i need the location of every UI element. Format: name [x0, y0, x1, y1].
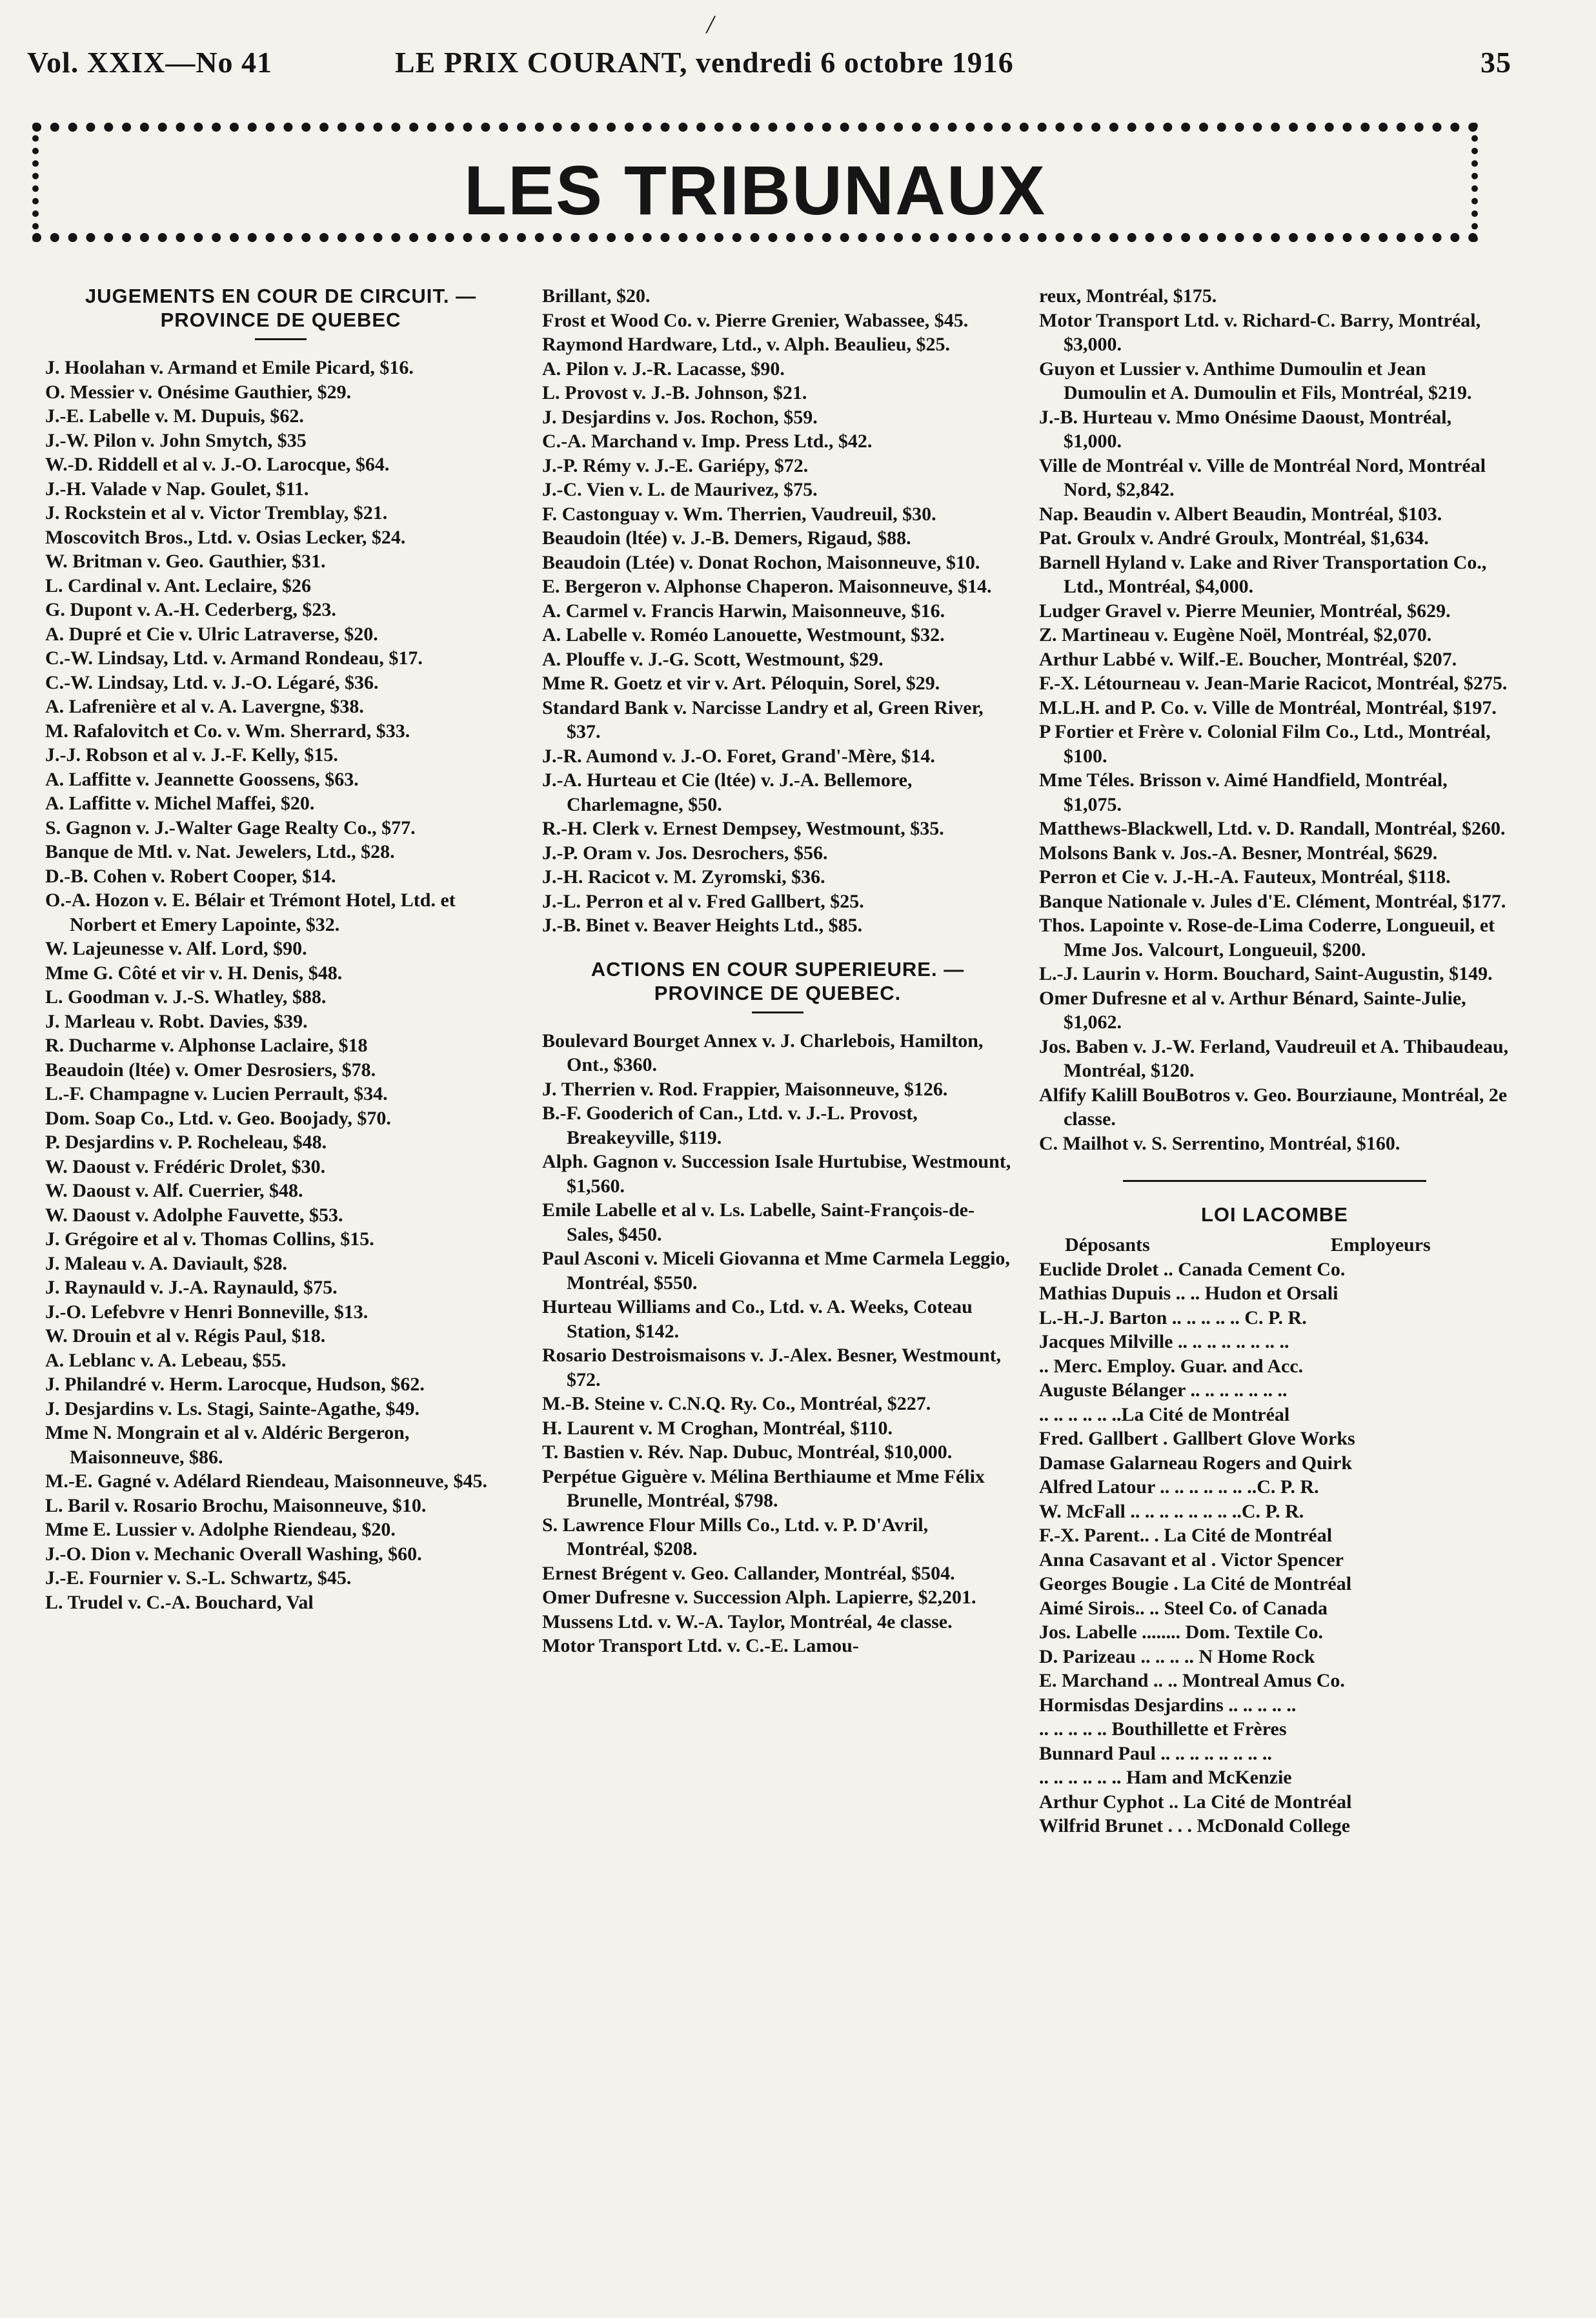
list-item: Perpétue Giguère v. Mélina Berthiaume et Mme Félix Brunelle, Montréal, $798.	[542, 1465, 985, 1511]
list-item: Damase Galarneau Rogers and Quirk	[1039, 1452, 1353, 1474]
list-item: J. Hoolahan v. Armand et Emile Picard, $16.	[45, 357, 414, 378]
list-item: Banque Nationale v. Jules d'E. Clément, Montréal, $177.	[1039, 890, 1506, 912]
judgment-list	[45, 356, 516, 1614]
list-item: W. McFall .. .. .. .. .. .. .. ..C. P. R.	[1039, 1500, 1304, 1522]
list-item: Auguste Bélanger .. .. .. .. .. .. ..	[1039, 1379, 1288, 1401]
list-item: O. Messier v. Onésime Gauthier, $29.	[45, 381, 352, 403]
list-item: Perron et Cie v. J.-H.-A. Fauteux, Montréal, $118.	[1039, 866, 1451, 888]
judgment-list-continued	[542, 284, 1013, 938]
list-item: Standard Bank v. Narcisse Landry et al, Green River, $37.	[542, 696, 984, 742]
list-item: L. Goodman v. J.-S. Whatley, $88.	[45, 986, 327, 1008]
list-item: J. Marleau v. Robt. Davies, $39.	[45, 1010, 308, 1032]
list-item: Mme R. Goetz et vir v. Art. Péloquin, Sorel, $29.	[542, 673, 940, 694]
list-item: Dom. Soap Co., Ltd. v. Geo. Boojady, $70.	[45, 1107, 391, 1129]
list-item: Mathias Dupuis .. .. Hudon et Orsali	[1039, 1283, 1338, 1304]
list-item: Alph. Gagnon v. Succession Isale Hurtubise, Westmount, $1,560.	[542, 1151, 1011, 1197]
volume-number: Vol. XXIX—No 41	[27, 46, 273, 79]
list-item: Ville de Montréal v. Ville de Montréal Nord, Montréal Nord, $2,842.	[1039, 454, 1486, 500]
list-item: L.-H.-J. Barton .. .. .. .. .. C. P. R.	[1039, 1306, 1307, 1328]
list-item: Raymond Hardware, Ltd., v. Alph. Beaulieu, $25.	[542, 334, 951, 355]
list-item: A. Plouffe v. J.-G. Scott, Westmount, $29.	[542, 648, 884, 670]
list-item: A. Dupré et Cie v. Ulric Latraverse, $20.	[45, 623, 378, 645]
list-item: Alfify Kalill BouBotros v. Geo. Bourziaune, Montréal, 2e classe.	[1039, 1084, 1508, 1130]
list-item: Rosario Destroismaisons v. J.-Alex. Besner, Westmount, $72.	[542, 1345, 1002, 1390]
list-item: Boulevard Bourget Annex v. J. Charlebois, Hamilton, Ont., $360.	[542, 1030, 984, 1075]
list-item: Frost et Wood Co. v. Pierre Grenier, Wabassee, $45.	[542, 309, 969, 331]
list-item: M.-E. Gagné v. Adélard Riendeau, Maisonneuve, $45.	[45, 1470, 488, 1492]
list-item: Arthur Cyphot .. La Cité de Montréal	[1039, 1791, 1352, 1813]
action-list	[542, 1029, 1013, 1658]
column-3	[1039, 284, 1510, 1838]
divider-rule	[752, 1012, 803, 1013]
list-item: Thos. Lapointe v. Rose-de-Lima Coderre, Longueuil, et Mme Jos. Valcourt, Longueuil, $200.	[1039, 915, 1495, 961]
list-item: Matthews-Blackwell, Ltd. v. D. Randall, Montréal, $260.	[1039, 818, 1506, 839]
list-item: Bunnard Paul .. .. .. .. .. .. .. ..	[1039, 1742, 1272, 1764]
list-item: J.-C. Vien v. L. de Maurivez, $75.	[542, 479, 818, 500]
list-item: Omer Dufresne v. Succession Alph. Lapierre, $2,201.	[542, 1587, 976, 1608]
list-item: Hurteau Williams and Co., Ltd. v. A. Weeks, Coteau Station, $142.	[542, 1296, 973, 1342]
list-item: Georges Bougie . La Cité de Montréal	[1039, 1573, 1352, 1594]
list-item: F. Castonguay v. Wm. Therrien, Vaudreuil, $30.	[542, 503, 936, 525]
list-item: Beaudoin (ltée) v. Omer Desrosiers, $78.	[45, 1059, 376, 1081]
list-item: Barnell Hyland v. Lake and River Transportation Co., Ltd., Montréal, $4,000.	[1039, 551, 1487, 597]
ink-mark: /	[707, 10, 714, 39]
list-item: J. Raynauld v. J.-A. Raynauld, $75.	[45, 1277, 338, 1298]
list-item: A. Laffitte v. Jeannette Goossens, $63.	[45, 768, 359, 790]
list-item: J.-P. Oram v. Jos. Desrochers, $56.	[542, 842, 828, 864]
list-item: R. Ducharme v. Alphonse Laclaire, $18	[45, 1035, 368, 1056]
list-item: D. Parizeau .. .. .. .. N Home Rock	[1039, 1645, 1315, 1667]
list-item: R.-H. Clerk v. Ernest Dempsey, Westmount, $35.	[542, 818, 944, 839]
list-item: W.-D. Riddell et al v. J.-O. Larocque, $64.	[45, 454, 390, 475]
list-item: Motor Transport Ltd. v. C.-E. Lamou-	[542, 1635, 859, 1656]
list-item: Banque de Mtl. v. Nat. Jewelers, Ltd., $28.	[45, 841, 395, 862]
list-item: A. Laffitte v. Michel Maffei, $20.	[45, 793, 315, 814]
list-item: Ernest Brégent v. Geo. Callander, Montréal, $504.	[542, 1562, 955, 1584]
employeurs-header: Employeurs	[1330, 1234, 1431, 1256]
list-item: C. Mailhot v. S. Serrentino, Montréal, $160.	[1039, 1132, 1400, 1154]
deposants-header: Déposants	[1065, 1234, 1150, 1256]
list-item: A. Lafrenière et al v. A. Lavergne, $38.	[45, 696, 364, 717]
list-item: Nap. Beaudin v. Albert Beaudin, Montréal, $103.	[1039, 503, 1442, 525]
list-item: Moscovitch Bros., Ltd. v. Osias Lecker, $24.	[45, 526, 406, 548]
heading-jugements-circuit: JUGEMENTS EN COUR DE CIRCUIT. — PROVINCE DE QUEBEC	[85, 285, 477, 331]
list-item: J.-B. Binet v. Beaver Heights Ltd., $85.	[542, 915, 863, 936]
list-item: Z. Martineau v. Eugène Noël, Montréal, $2,070.	[1039, 624, 1432, 646]
list-item: Aimé Sirois.. .. Steel Co. of Canada	[1039, 1597, 1328, 1619]
list-item: J. Philandré v. Herm. Larocque, Hudson, $62.	[45, 1374, 425, 1395]
list-item: J.-E. Labelle v. M. Dupuis, $62.	[45, 405, 304, 427]
list-item: Mme E. Lussier v. Adolphe Riendeau, $20.	[45, 1519, 396, 1540]
loi-lacombe-list	[1039, 1257, 1510, 1838]
list-item: J.-B. Hurteau v. Mmo Onésime Daoust, Montréal, $1,000.	[1039, 406, 1452, 452]
list-item: J.-O. Lefebvre v Henri Bonneville, $13.	[45, 1301, 369, 1323]
list-item: Alfred Latour .. .. .. .. .. .. ..C. P. R.	[1039, 1476, 1319, 1498]
list-item: J. Grégoire et al v. Thomas Collins, $15.	[45, 1228, 374, 1250]
list-item: T. Bastien v. Rév. Nap. Dubuc, Montréal, $10,000.	[542, 1441, 953, 1463]
list-item: E. Bergeron v. Alphonse Chaperon. Maisonneuve, $14.	[542, 576, 992, 597]
list-item: L. Trudel v. C.-A. Bouchard, Val	[45, 1591, 314, 1613]
list-item: J.-J. Robson et al v. J.-F. Kelly, $15.	[45, 744, 338, 766]
list-item: L.-F. Champagne v. Lucien Perrault, $34.	[45, 1083, 388, 1104]
column-1	[45, 284, 516, 1614]
list-item: W. Daoust v. Frédéric Drolet, $30.	[45, 1155, 326, 1177]
heading-actions-superieure: ACTIONS EN COUR SUPERIEURE. — PROVINCE DE QUEBEC.	[591, 957, 965, 1004]
list-item: J.-P. Rémy v. J.-E. Gariépy, $72.	[542, 454, 809, 476]
list-item: J.-H. Racicot v. M. Zyromski, $36.	[542, 866, 825, 888]
running-head	[27, 45, 1511, 90]
list-item: Jos. Labelle ........ Dom. Textile Co.	[1039, 1622, 1323, 1643]
list-item: Brillant, $20.	[542, 285, 651, 307]
list-item: M. Rafalovitch et Co. v. Wm. Sherrard, $33.	[45, 720, 410, 742]
list-item: J.-E. Fournier v. S.-L. Schwartz, $45.	[45, 1567, 352, 1589]
list-item: A. Pilon v. J.-R. Lacasse, $90.	[542, 358, 785, 380]
list-item: J. Maleau v. A. Daviault, $28.	[45, 1252, 288, 1274]
list-item: A. Carmel v. Francis Harwin, Maisonneuve, $16.	[542, 600, 945, 622]
list-item: W. Daoust v. Adolphe Fauvette, $53.	[45, 1204, 343, 1226]
list-item: W. Lajeunesse v. Alf. Lord, $90.	[45, 938, 307, 959]
list-item: Beaudoin (Ltée) v. Donat Rochon, Maisonneuve, $10.	[542, 551, 980, 573]
list-item: .. .. .. .. .. .. Ham and McKenzie	[1039, 1767, 1292, 1788]
list-item: H. Laurent v. M Croghan, Montréal, $110.	[542, 1417, 893, 1439]
divider-rule-wide	[1123, 1180, 1426, 1182]
list-item: L. Provost v. J.-B. Johnson, $21.	[542, 382, 807, 403]
list-item: Beaudoin (ltée) v. J.-B. Demers, Rigaud, $88.	[542, 527, 911, 549]
list-item: E. Marchand .. .. Montreal Amus Co.	[1039, 1670, 1345, 1691]
list-item: F.-X. Parent.. . La Cité de Montréal	[1039, 1525, 1333, 1546]
loi-column-headers	[1039, 1233, 1510, 1257]
list-item: J.-L. Perron et al v. Fred Gallbert, $25.	[542, 890, 864, 912]
list-item: Wilfrid Brunet . . . McDonald College	[1039, 1815, 1350, 1836]
list-item: .. Merc. Employ. Guar. and Acc.	[1039, 1355, 1304, 1377]
list-item: .. .. .. .. .. Bouthillette et Frères	[1039, 1718, 1287, 1740]
list-item: Mme Téles. Brisson v. Aimé Handfield, Montréal, $1,075.	[1039, 769, 1448, 815]
list-item: J.-A. Hurteau et Cie (ltée) v. J.-A. Bellemore, Charlemagne, $50.	[542, 769, 913, 815]
list-item: Euclide Drolet .. Canada Cement Co.	[1039, 1258, 1346, 1280]
list-item: Arthur Labbé v. Wilf.-E. Boucher, Montréal, $207.	[1039, 648, 1457, 670]
list-item: Emile Labelle et al v. Ls. Labelle, Saint-François-de-Sales, $450.	[542, 1199, 975, 1245]
list-item: A. Labelle v. Roméo Lanouette, Westmount, $32.	[542, 624, 945, 646]
list-item: C.-W. Lindsay, Ltd. v. J.-O. Légaré, $36.	[45, 671, 379, 693]
page-number: 35	[1480, 46, 1511, 79]
list-item: Pat. Groulx v. André Groulx, Montréal, $1,634.	[1039, 527, 1429, 549]
section-banner	[32, 123, 1478, 242]
list-item: Motor Transport Ltd. v. Richard-C. Barry, Montréal, $3,000.	[1039, 309, 1481, 355]
list-item: P. Desjardins v. P. Rocheleau, $48.	[45, 1132, 327, 1153]
list-item: reux, Montréal, $175.	[1039, 285, 1217, 307]
list-item: B.-F. Gooderich of Can., Ltd. v. J.-L. Provost, Breakeyville, $119.	[542, 1103, 918, 1148]
list-item: C.-W. Lindsay, Ltd. v. Armand Rondeau, $17.	[45, 647, 423, 669]
list-item: D.-B. Cohen v. Robert Cooper, $14.	[45, 865, 336, 887]
list-item: F.-X. Létourneau v. Jean-Marie Racicot, Montréal, $275.	[1039, 673, 1508, 694]
divider-rule	[255, 338, 307, 340]
list-item: O.-A. Hozon v. E. Bélair et Trémont Hotel, Ltd. et Norbert et Emery Lapointe, $32.	[45, 890, 456, 935]
list-item: W. Drouin et al v. Régis Paul, $18.	[45, 1325, 326, 1347]
list-item: M.L.H. and P. Co. v. Ville de Montréal, Montréal, $197.	[1039, 696, 1497, 718]
section-title: LES TRIBUNAUX	[463, 151, 1047, 229]
list-item: J. Therrien v. Rod. Frappier, Maisonneuve, $126.	[542, 1078, 948, 1100]
list-item: J. Desjardins v. Ls. Stagi, Sainte-Agathe, $49.	[45, 1398, 420, 1419]
action-list-continued	[1039, 284, 1510, 1155]
list-item: C.-A. Marchand v. Imp. Press Ltd., $42.	[542, 431, 873, 452]
column-2	[542, 284, 1013, 1658]
list-item: A. Leblanc v. A. Lebeau, $55.	[45, 1349, 287, 1371]
list-item: Guyon et Lussier v. Anthime Dumoulin et Jean Dumoulin et A. Dumoulin et Fils, Montréal, $219.	[1039, 358, 1472, 403]
list-item: G. Dupont v. A.-H. Cederberg, $23.	[45, 599, 336, 620]
list-item: Mussens Ltd. v. W.-A. Taylor, Montréal, 4e classe.	[542, 1611, 953, 1632]
list-item: L. Cardinal v. Ant. Leclaire, $26	[45, 574, 311, 596]
list-item: .. .. .. .. .. ..La Cité de Montréal	[1039, 1403, 1290, 1425]
list-item: Anna Casavant et al . Victor Spencer	[1039, 1549, 1344, 1571]
list-item: L.-J. Laurin v. Horm. Bouchard, Saint-Augustin, $149.	[1039, 963, 1493, 984]
list-item: Paul Asconi v. Miceli Giovanna et Mme Carmela Leggio, Montréal, $550.	[542, 1248, 1010, 1294]
list-item: P Fortier et Frère v. Colonial Film Co., Ltd., Montréal, $100.	[1039, 721, 1491, 767]
list-item: J.-W. Pilon v. John Smytch, $35	[45, 429, 307, 451]
list-item: Hormisdas Desjardins .. .. .. .. ..	[1039, 1694, 1297, 1716]
list-item: Jos. Baben v. J.-W. Ferland, Vaudreuil et A. Thibaudeau, Montréal, $120.	[1039, 1035, 1509, 1081]
list-item: S. Gagnon v. J.-Walter Gage Realty Co., $77.	[45, 817, 416, 839]
heading-loi-lacombe: LOI LACOMBE	[1201, 1203, 1348, 1226]
list-item: W. Britman v. Geo. Gauthier, $31.	[45, 551, 326, 572]
list-item: Fred. Gallbert . Gallbert Glove Works	[1039, 1428, 1355, 1449]
list-item: M.-B. Steine v. C.N.Q. Ry. Co., Montréal, $227.	[542, 1393, 931, 1414]
list-item: L. Baril v. Rosario Brochu, Maisonneuve, $10.	[45, 1494, 427, 1516]
list-item: Molsons Bank v. Jos.-A. Besner, Montréal, $629.	[1039, 842, 1438, 864]
list-item: J.-R. Aumond v. J.-O. Foret, Grand'-Mère, $14.	[542, 745, 935, 767]
list-item: Mme G. Côté et vir v. H. Denis, $48.	[45, 962, 343, 984]
list-item: J.-O. Dion v. Mechanic Overall Washing, $60.	[45, 1543, 422, 1565]
list-item: Omer Dufresne et al v. Arthur Bénard, Sainte-Julie, $1,062.	[1039, 987, 1466, 1033]
list-item: Jacques Milville .. .. .. .. .. .. .. ..	[1039, 1331, 1289, 1352]
list-item: J.-H. Valade v Nap. Goulet, $11.	[45, 478, 309, 500]
list-item: Mme N. Mongrain et al v. Aldéric Bergeron, Maisonneuve, $86.	[45, 1422, 410, 1468]
list-item: W. Daoust v. Alf. Cuerrier, $48.	[45, 1180, 303, 1201]
list-item: J. Rockstein et al v. Victor Tremblay, $21.	[45, 502, 388, 524]
list-item: J. Desjardins v. Jos. Rochon, $59.	[542, 406, 818, 428]
publication-title-date: LE PRIX COURANT, vendredi 6 octobre 1916	[395, 46, 1014, 79]
list-item: Ludger Gravel v. Pierre Meunier, Montréal, $629.	[1039, 600, 1451, 622]
list-item: S. Lawrence Flour Mills Co., Ltd. v. P. D'Avril, Montréal, $208.	[542, 1514, 929, 1560]
